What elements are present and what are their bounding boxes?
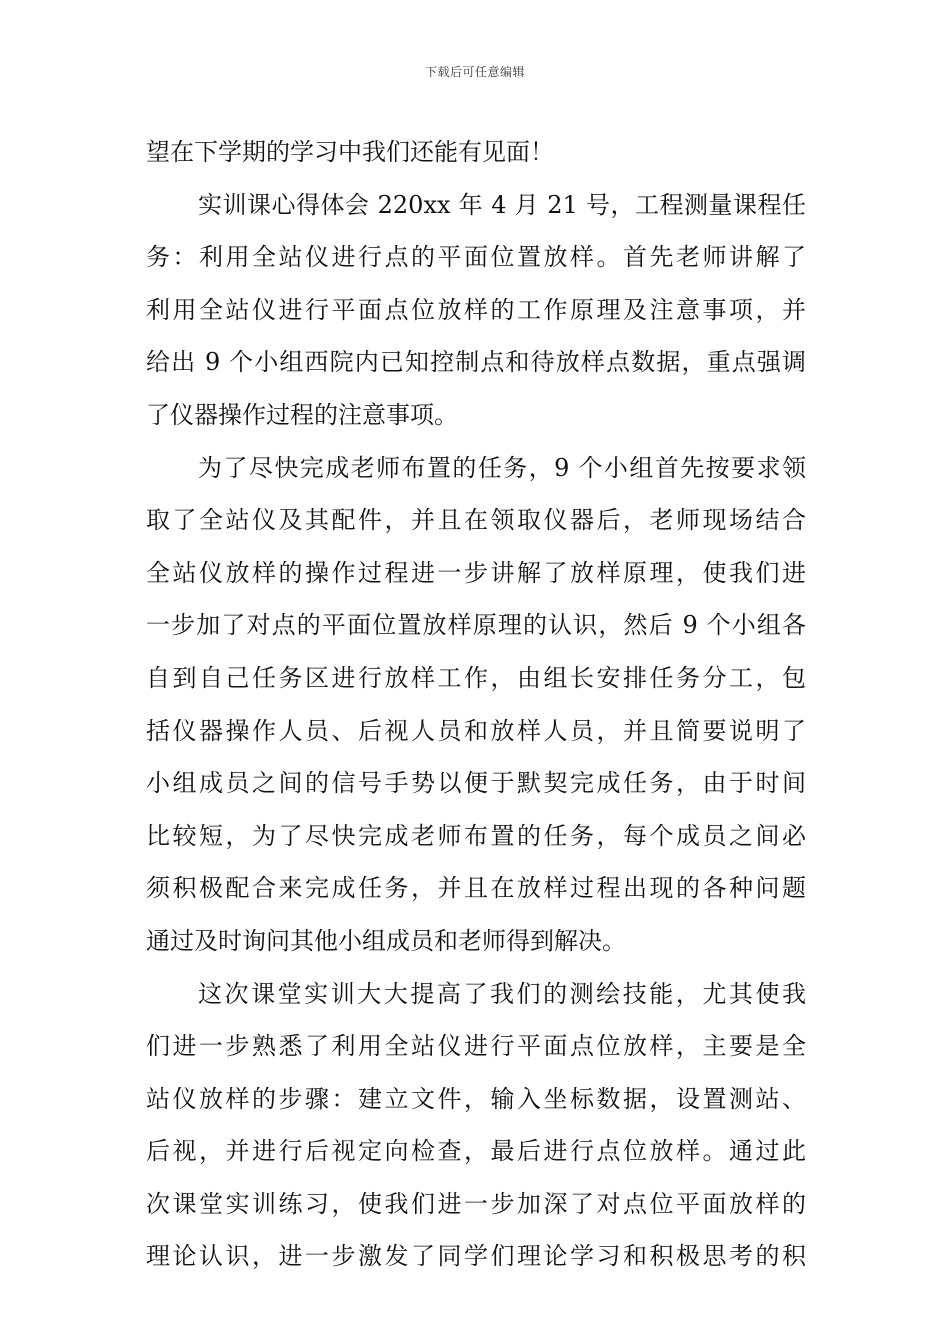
- paragraph-start-line: 为了尽快完成老师布置的任务，9 个小组首先按要求领: [198, 453, 806, 482]
- page-header: 下载后可任意编辑: [424, 65, 525, 79]
- document-body: [146, 126, 806, 1283]
- paragraph-start-line: 这次课堂实训大大提高了我们的测绘技能，尤其使我: [198, 979, 806, 1008]
- text-line: 小组成员之间的信号手势以便于默契完成任务，由于时间: [146, 769, 806, 798]
- text-line: 一步加了对点的平面位置放样原理的认识，然后 9 个小组各: [146, 611, 806, 640]
- text-line: 给出 9 个小组西院内已知控制点和待放样点数据，重点强调: [146, 348, 806, 377]
- text-line: 们进一步熟悉了利用全站仪进行平面点位放样，主要是全: [146, 1032, 806, 1061]
- text-line: 利用全站仪进行平面点位放样的工作原理及注意事项，并: [146, 295, 806, 324]
- text-line: 通过及时询问其他小组成员和老师得到解决。: [146, 926, 626, 955]
- text-line: 后视，并进行后视定向检查，最后进行点位放样。通过此: [146, 1137, 806, 1166]
- text-line: 括仪器操作人员、后视人员和放样人员，并且简要说明了: [146, 716, 806, 745]
- text-line: 务：利用全站仪进行点的平面位置放样。首先老师讲解了: [146, 243, 806, 272]
- text-line: 理论认识，进一步激发了同学们理论学习和积极思考的积: [146, 1242, 806, 1271]
- text-line: 比较短，为了尽快完成老师布置的任务，每个成员之间必: [146, 821, 806, 850]
- text-line: 全站仪放样的操作过程进一步讲解了放样原理，使我们进: [146, 558, 806, 587]
- text-line: 次课堂实训练习，使我们进一步加深了对点位平面放样的: [146, 1189, 806, 1218]
- text-line: 站仪放样的步骤：建立文件，输入坐标数据，设置测站、: [146, 1084, 806, 1113]
- text-line: 取了全站仪及其配件，并且在领取仪器后，老师现场结合: [146, 506, 806, 535]
- text-line: 须积极配合来完成任务，并且在放样过程出现的各种问题: [146, 874, 806, 903]
- text-line: 了仪器操作过程的注意事项。: [146, 400, 458, 429]
- text-line: 望在下学期的学习中我们还能有见面！: [146, 138, 554, 166]
- paragraph-start-line: 实训课心得体会 220xx 年 4 月 21 号，工程测量课程任: [198, 190, 806, 219]
- text-line: 自到自己任务区进行放样工作，由组长安排任务分工，包: [146, 663, 806, 692]
